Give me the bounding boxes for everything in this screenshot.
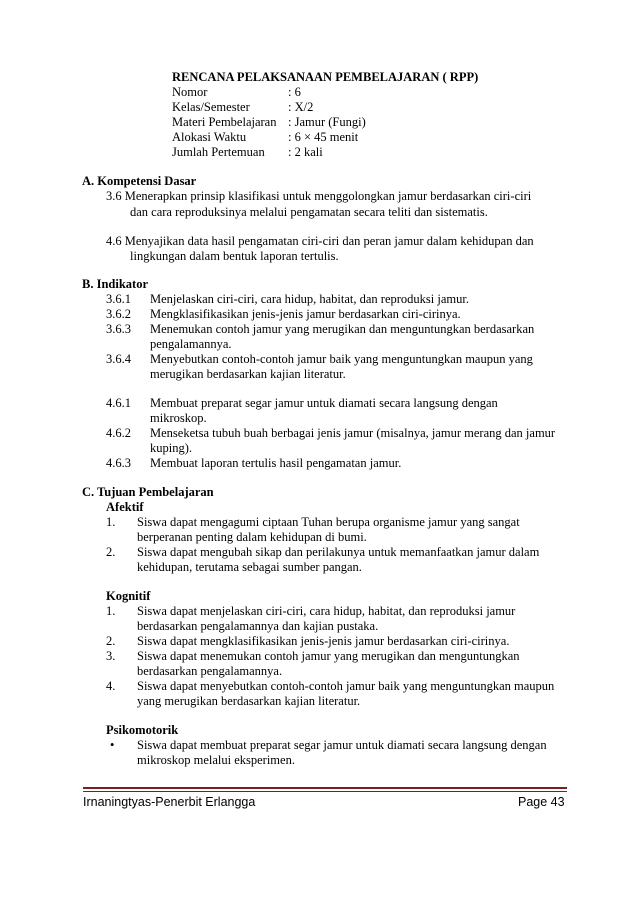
indicator-code: 4.6.3 (106, 456, 131, 470)
list-number: 2. (106, 634, 116, 648)
header-label-alokasi: Alokasi Waktu (172, 130, 247, 144)
indicator-text: Membuat preparat segar jamur untuk diamati secara langsung dengan (150, 396, 498, 410)
header-label-jumlah: Jumlah Pertemuan (172, 145, 265, 159)
indicator-text: Membuat laporan tertulis hasil pengamatan jamur. (150, 456, 402, 470)
indicator-code: 3.6.1 (106, 292, 131, 306)
footer-rule-thin (83, 791, 567, 792)
page-title: RENCANA PELAKSANAAN PEMBELAJARAN ( RPP) (172, 70, 479, 84)
indicator-text-cont: merugikan berdasarkan kajian literatur. (150, 367, 346, 381)
indicator-text: Mengklasifikasikan jenis-jenis jamur berdasarkan ciri-cirinya. (150, 307, 461, 321)
header-value-kelas: : X/2 (288, 100, 314, 114)
list-number: 3. (106, 649, 116, 663)
indicator-text: Menseketsa tubuh buah berbagai jenis jamur (misalnya, jamur merang dan jamur (150, 426, 556, 440)
kd-3-6-line1: 3.6 Menerapkan prinsip klasifikasi untuk menggolongkan jamur berdasarkan ciri-ciri (106, 189, 532, 203)
list-item-text-cont: berdasarkan pengalamannya. (137, 664, 283, 678)
list-item-text: Siswa dapat membuat preparat segar jamur untuk diamati secara langsung dengan (137, 738, 547, 752)
indicator-text: Menjelaskan ciri-ciri, cara hidup, habitat, dan reproduksi jamur. (150, 292, 469, 306)
psikomotorik-heading: Psikomotorik (106, 723, 179, 737)
indicator-text: Menyebutkan contoh-contoh jamur baik yang menguntungkan maupun yang (150, 352, 533, 366)
list-item-text-cont: yang merugikan berdasarkan kajian literatur. (137, 694, 361, 708)
header-value-jumlah: : 2 kali (288, 145, 323, 159)
page-number: Page 43 (518, 795, 565, 809)
list-number: 4. (106, 679, 116, 693)
indicator-code: 4.6.1 (106, 396, 131, 410)
list-item-text-cont: kehidupan, terutama sebagai sumber pangan. (137, 560, 362, 574)
indicator-code: 4.6.2 (106, 426, 131, 440)
list-number: 1. (106, 515, 116, 529)
footer-rule (83, 787, 567, 789)
list-number: 2. (106, 545, 116, 559)
list-item-text: Siswa dapat mengubah sikap dan perilakunya untuk memanfaatkan jamur dalam (137, 545, 540, 559)
indicator-text-cont: pengalamannya. (150, 337, 232, 351)
section-b-heading: B. Indikator (82, 277, 148, 291)
list-item-text-cont: berdasarkan pengalamannya dan kajian pustaka. (137, 619, 379, 633)
kognitif-heading: Kognitif (106, 589, 151, 603)
kd-4-6-line1: 4.6 Menyajikan data hasil pengamatan ciri-ciri dan peran jamur dalam kehidupan dan (106, 234, 534, 248)
list-item-text: Siswa dapat mengklasifikasikan jenis-jenis jamur berdasarkan ciri-cirinya. (137, 634, 510, 648)
indicator-code: 3.6.2 (106, 307, 131, 321)
list-item-text: Siswa dapat menjelaskan ciri-ciri, cara hidup, habitat, dan reproduksi jamur (137, 604, 516, 618)
indicator-text-cont: mikroskop. (150, 411, 207, 425)
header-label-materi: Materi Pembelajaran (172, 115, 277, 129)
header-value-materi: : Jamur (Fungi) (288, 115, 366, 129)
indicator-code: 3.6.3 (106, 322, 131, 336)
section-c-heading: C. Tujuan Pembelajaran (82, 485, 214, 499)
section-a-heading: A. Kompetensi Dasar (82, 174, 197, 188)
list-item-text: Siswa dapat mengagumi ciptaan Tuhan berupa organisme jamur yang sangat (137, 515, 520, 529)
footer-author: Irnaningtyas-Penerbit Erlangga (83, 795, 256, 809)
list-item-text-cont: mikroskop melalui eksperimen. (137, 753, 295, 767)
header-label-kelas: Kelas/Semester (172, 100, 250, 114)
indicator-text-cont: kuping). (150, 441, 193, 455)
afektif-heading: Afektif (106, 500, 144, 514)
list-item-text: Siswa dapat menemukan contoh jamur yang merugikan dan menguntungkan (137, 649, 520, 663)
bullet-icon: • (110, 738, 115, 752)
list-number: 1. (106, 604, 116, 618)
header-value-nomor: : 6 (288, 85, 301, 99)
header-value-alokasi: : 6 × 45 menit (288, 130, 359, 144)
kd-3-6-line2: dan cara reproduksinya melalui pengamatan secara teliti dan sistematis. (130, 205, 488, 219)
indicator-text: Menemukan contoh jamur yang merugikan dan menguntungkan berdasarkan (150, 322, 535, 336)
kd-4-6-line2: lingkungan dalam bentuk laporan tertulis. (130, 249, 339, 263)
header-label-nomor: Nomor (172, 85, 208, 99)
indicator-code: 3.6.4 (106, 352, 131, 366)
list-item-text-cont: berperanan penting dalam kehidupan di bumi. (137, 530, 367, 544)
list-item-text: Siswa dapat menyebutkan contoh-contoh jamur baik yang menguntungkan maupun (137, 679, 555, 693)
